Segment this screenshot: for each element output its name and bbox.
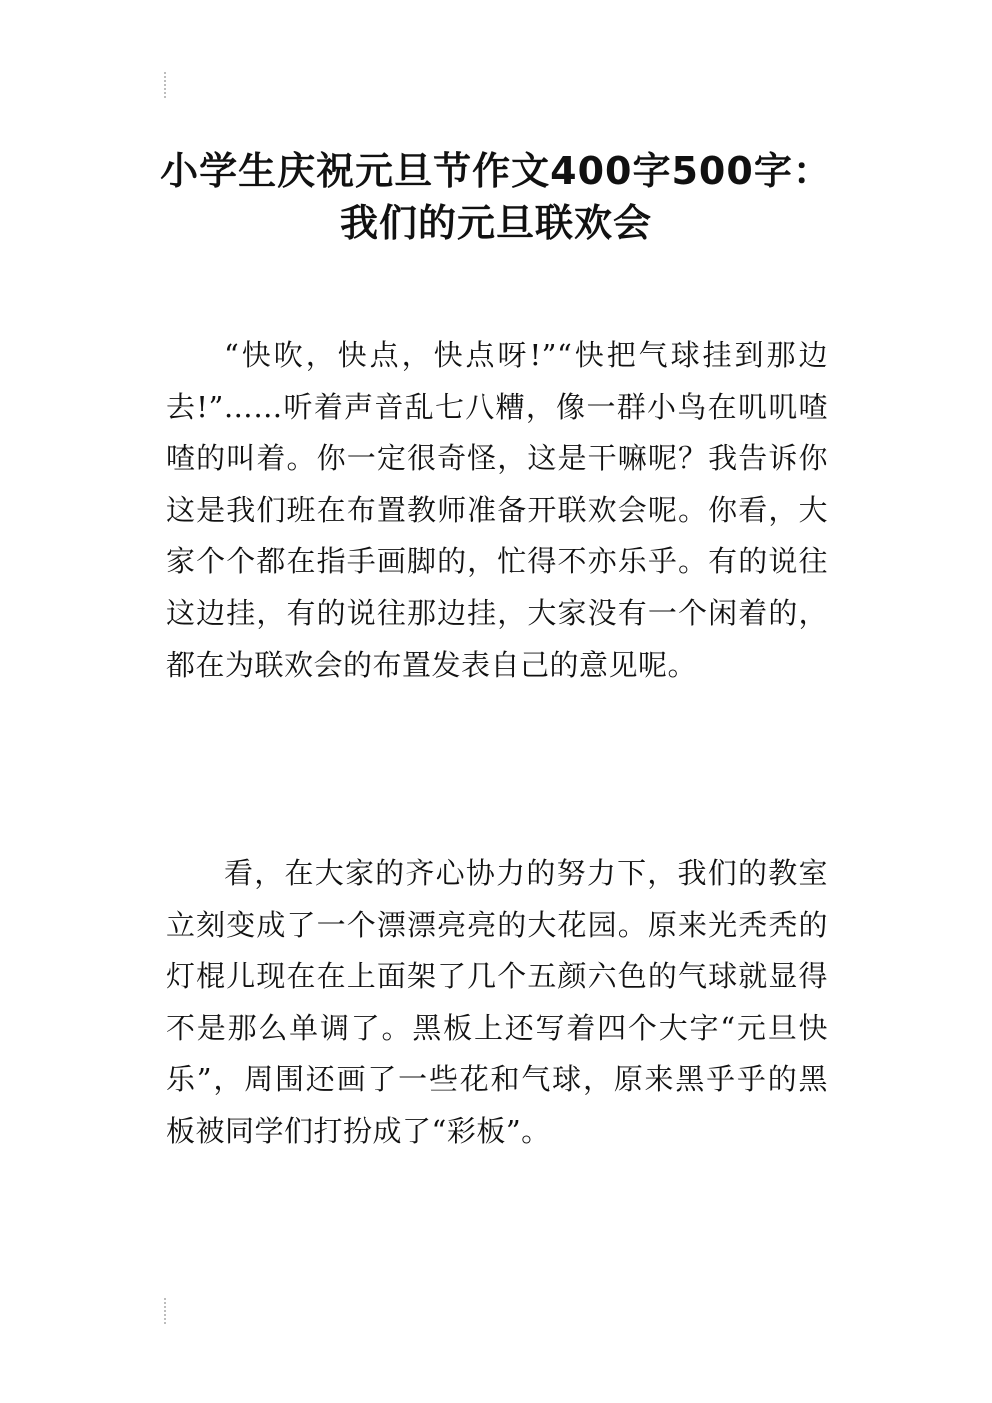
title-line-1: 小学生庆祝元旦节作文400字500字： [160,149,832,194]
paragraph-2: 看，在大家的齐心协力的努力下，我们的教室立刻变成了一个漂漂亮亮的大花园。原来光秃秃的灯棍儿现在在上面架了几个五颜六色的气球就显得不是那么单调了。黑板上还写着四个大字“元旦快乐”，周围还画了一些花和气球，原来黑乎乎的黑板被同学们打扮成了“彩板”。 [166,856,828,1148]
document-title [120,145,872,249]
title-line-2: 我们的元旦联欢会 [339,201,652,246]
paragraph-1: “快吹，快点，快点呀!”“快把气球挂到那边去!”……听着声音乱七八糟，像一群小鸟在叽叽喳喳的叫着。你一定很奇怪，这是干嘛呢？我告诉你这是我们班在布置教师准备开联欢会呢。你看，大家个个都在指手画脚的，忙得不亦乐乎。有的说往这边挂，有的说往那边挂，大家没有一个闲着的，都在为联欢会的布置发表自己的意见呢。 [166,338,828,682]
bottom-margin-mark [164,1298,166,1324]
top-margin-mark [164,72,166,98]
